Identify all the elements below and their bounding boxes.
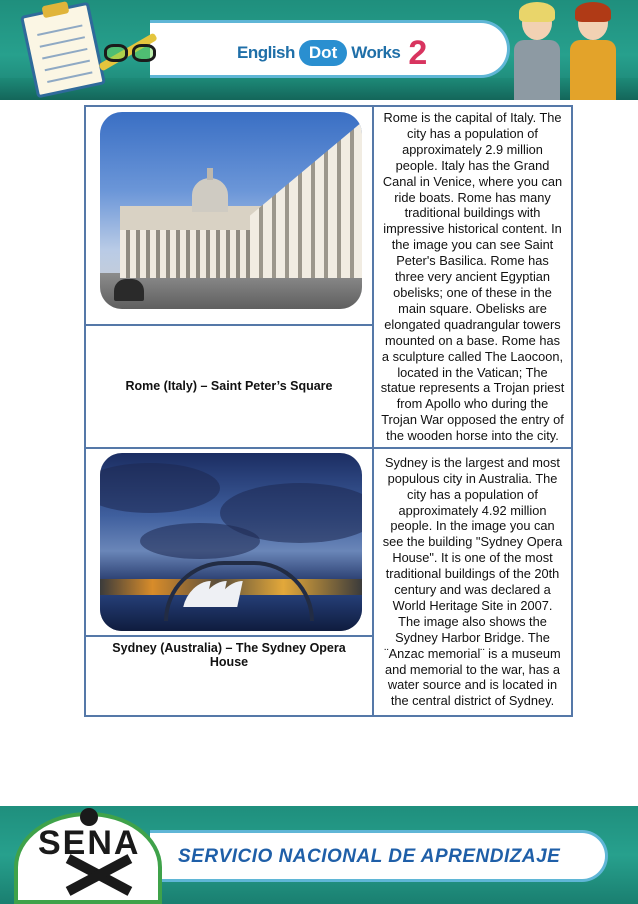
sydney-image-cell xyxy=(85,448,373,636)
students-illustration xyxy=(508,0,638,100)
student-boy-redhead xyxy=(570,6,616,100)
footer-title: SERVICIO NACIONAL DE APRENDIZAJE xyxy=(178,846,561,867)
sydney-caption: Sydney (Australia) – The Sydney Opera House xyxy=(85,636,373,716)
rome-caption: Rome (Italy) – Saint Peter’s Square xyxy=(85,325,373,448)
sena-logo-figure-icon xyxy=(54,862,144,902)
rome-saint-peters-square-photo xyxy=(100,112,362,309)
sydney-opera-house-photo xyxy=(100,453,362,631)
logo-word-dot: Dot xyxy=(299,40,347,66)
table-row xyxy=(85,448,572,636)
logo-word-english: English xyxy=(237,43,295,62)
rome-image-cell xyxy=(85,106,373,325)
cities-table xyxy=(84,105,573,717)
table-row xyxy=(85,106,572,325)
sena-logo-text: SENA xyxy=(38,824,141,862)
rome-description: Rome is the capital of Italy. The city has a population of approximately 2.9 million people. Italy has the Grand Canal in Venice, where you can ride boats. Rome has many traditional buildings with impressive historical content. In the image you can see Saint Peter's Basilica. Rome has three very ancient Egyptian obelisks; one of these in the main square. Obelisks are elongated quadrangular towers mounted on a base. Rome has a sculpture called The Laocoon, located in the Vatican; The statue represents a Trojan priest from Apollo who during the Trojan War opposed the entry of the wooden horse into the city. xyxy=(373,106,572,448)
english-dot-works-logo xyxy=(237,36,427,70)
sydney-description: Sydney is the largest and most populous city in Australia. The city has a population of approximately 4.92 million people. In the image you can see the building "Sydney Opera House". It is one of the most traditional buildings of the 20th century and was declared a World Heritage Site in 2007. The image also shows the Sydney Harbor Bridge. The ¨Anzac memorial¨ is a museum and memorial to the war, has a water source and is located in the central district of Sydney. xyxy=(373,448,572,716)
logo-word-works: Works xyxy=(351,43,401,62)
logo-number: 2 xyxy=(408,34,428,72)
student-boy-blond xyxy=(514,6,560,100)
glasses-icon xyxy=(104,44,158,64)
